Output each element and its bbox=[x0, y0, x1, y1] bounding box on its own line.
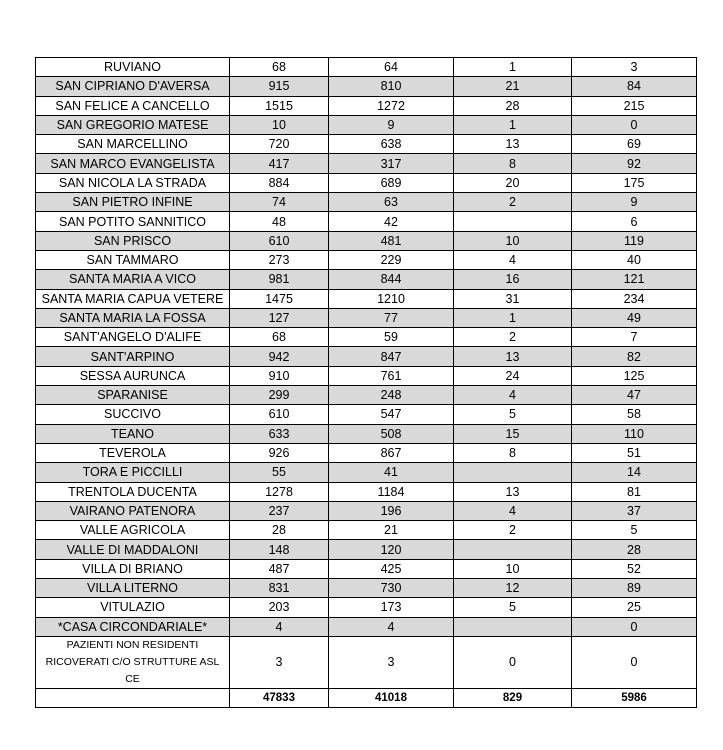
municipality-cell: SAN MARCELLINO bbox=[36, 135, 230, 154]
value-cell-2: 196 bbox=[329, 501, 454, 520]
value-cell-4: 5 bbox=[572, 521, 697, 540]
table-row bbox=[36, 443, 697, 462]
value-cell-2: 248 bbox=[329, 386, 454, 405]
value-cell-4: 49 bbox=[572, 308, 697, 327]
table-row bbox=[36, 328, 697, 347]
table-row bbox=[36, 501, 697, 520]
table-row bbox=[36, 386, 697, 405]
value-cell-3: 16 bbox=[454, 270, 572, 289]
value-cell-1: 3 bbox=[230, 636, 329, 688]
value-cell-1: 68 bbox=[230, 328, 329, 347]
value-cell-3: 13 bbox=[454, 135, 572, 154]
municipality-cell: RUVIANO bbox=[36, 58, 230, 77]
value-cell-3: 2 bbox=[454, 193, 572, 212]
value-cell-2: 867 bbox=[329, 443, 454, 462]
value-cell-4: 175 bbox=[572, 173, 697, 192]
municipality-cell: TEVEROLA bbox=[36, 443, 230, 462]
value-cell-1: 10 bbox=[230, 115, 329, 134]
value-cell-4: 0 bbox=[572, 636, 697, 688]
value-cell-3: 12 bbox=[454, 579, 572, 598]
value-cell-1: 884 bbox=[230, 173, 329, 192]
value-cell-4: 92 bbox=[572, 154, 697, 173]
table-row bbox=[36, 424, 697, 443]
table-row bbox=[36, 636, 697, 688]
value-cell-4: 84 bbox=[572, 77, 697, 96]
municipality-cell: TRENTOLA DUCENTA bbox=[36, 482, 230, 501]
table-row bbox=[36, 366, 697, 385]
value-cell-1: 910 bbox=[230, 366, 329, 385]
value-cell-1: 148 bbox=[230, 540, 329, 559]
value-cell-3: 5 bbox=[454, 598, 572, 617]
value-cell-1: 4 bbox=[230, 617, 329, 636]
value-cell-3: 1 bbox=[454, 308, 572, 327]
table-row bbox=[36, 96, 697, 115]
table-row bbox=[36, 173, 697, 192]
municipality-cell: VALLE AGRICOLA bbox=[36, 521, 230, 540]
municipality-cell: VILLA DI BRIANO bbox=[36, 559, 230, 578]
value-cell-1: 1278 bbox=[230, 482, 329, 501]
value-cell-2: 481 bbox=[329, 231, 454, 250]
value-cell-3 bbox=[454, 463, 572, 482]
value-cell-1: 55 bbox=[230, 463, 329, 482]
value-cell-3 bbox=[454, 617, 572, 636]
value-cell-2: 508 bbox=[329, 424, 454, 443]
municipality-cell: SANTA MARIA LA FOSSA bbox=[36, 308, 230, 327]
value-cell-1: 237 bbox=[230, 501, 329, 520]
municipality-cell: SANTA MARIA CAPUA VETERE bbox=[36, 289, 230, 308]
municipality-cell: SUCCIVO bbox=[36, 405, 230, 424]
value-cell-3: 2 bbox=[454, 328, 572, 347]
municipality-cell: SANT'ANGELO D'ALIFE bbox=[36, 328, 230, 347]
municipality-cell: VITULAZIO bbox=[36, 598, 230, 617]
table-row bbox=[36, 405, 697, 424]
table-row bbox=[36, 347, 697, 366]
value-cell-4: 215 bbox=[572, 96, 697, 115]
table-row bbox=[36, 250, 697, 269]
municipality-cell: SAN POTITO SANNITICO bbox=[36, 212, 230, 231]
table-row bbox=[36, 77, 697, 96]
value-cell-4: 58 bbox=[572, 405, 697, 424]
value-cell-4: 25 bbox=[572, 598, 697, 617]
value-cell-2: 730 bbox=[329, 579, 454, 598]
value-cell-2: 425 bbox=[329, 559, 454, 578]
totals-row bbox=[36, 688, 697, 707]
value-cell-1: 633 bbox=[230, 424, 329, 443]
value-cell-3: 4 bbox=[454, 250, 572, 269]
value-cell-2: 1272 bbox=[329, 96, 454, 115]
total-value-cell-4: 5986 bbox=[572, 688, 697, 707]
value-cell-3: 1 bbox=[454, 58, 572, 77]
value-cell-4: 40 bbox=[572, 250, 697, 269]
value-cell-2: 120 bbox=[329, 540, 454, 559]
value-cell-1: 1475 bbox=[230, 289, 329, 308]
value-cell-2: 64 bbox=[329, 58, 454, 77]
value-cell-4: 0 bbox=[572, 115, 697, 134]
municipality-cell: SAN PIETRO INFINE bbox=[36, 193, 230, 212]
value-cell-2: 1210 bbox=[329, 289, 454, 308]
table-row bbox=[36, 270, 697, 289]
value-cell-2: 317 bbox=[329, 154, 454, 173]
value-cell-2: 4 bbox=[329, 617, 454, 636]
municipality-cell: VALLE DI MADDALONI bbox=[36, 540, 230, 559]
value-cell-2: 844 bbox=[329, 270, 454, 289]
value-cell-3: 8 bbox=[454, 443, 572, 462]
data-table bbox=[35, 57, 697, 708]
municipality-cell: SAN CIPRIANO D'AVERSA bbox=[36, 77, 230, 96]
table-body bbox=[36, 58, 697, 708]
value-cell-4: 47 bbox=[572, 386, 697, 405]
table-row bbox=[36, 482, 697, 501]
table-row bbox=[36, 193, 697, 212]
municipality-cell: SAN FELICE A CANCELLO bbox=[36, 96, 230, 115]
value-cell-3: 13 bbox=[454, 347, 572, 366]
value-cell-1: 720 bbox=[230, 135, 329, 154]
value-cell-4: 89 bbox=[572, 579, 697, 598]
totals-label-cell bbox=[36, 688, 230, 707]
value-cell-3: 8 bbox=[454, 154, 572, 173]
value-cell-2: 21 bbox=[329, 521, 454, 540]
municipality-cell: SAN TAMMARO bbox=[36, 250, 230, 269]
municipality-cell: TEANO bbox=[36, 424, 230, 443]
value-cell-1: 915 bbox=[230, 77, 329, 96]
value-cell-1: 1515 bbox=[230, 96, 329, 115]
municipality-cell: SAN MARCO EVANGELISTA bbox=[36, 154, 230, 173]
value-cell-3: 4 bbox=[454, 386, 572, 405]
table-row bbox=[36, 289, 697, 308]
value-cell-4: 6 bbox=[572, 212, 697, 231]
value-cell-1: 610 bbox=[230, 405, 329, 424]
value-cell-3: 1 bbox=[454, 115, 572, 134]
value-cell-4: 119 bbox=[572, 231, 697, 250]
value-cell-2: 77 bbox=[329, 308, 454, 327]
value-cell-4: 7 bbox=[572, 328, 697, 347]
municipality-cell: *CASA CIRCONDARIALE* bbox=[36, 617, 230, 636]
value-cell-2: 59 bbox=[329, 328, 454, 347]
value-cell-1: 68 bbox=[230, 58, 329, 77]
municipality-cell: VAIRANO PATENORA bbox=[36, 501, 230, 520]
value-cell-3: 20 bbox=[454, 173, 572, 192]
value-cell-2: 847 bbox=[329, 347, 454, 366]
value-cell-4: 125 bbox=[572, 366, 697, 385]
value-cell-4: 69 bbox=[572, 135, 697, 154]
value-cell-4: 28 bbox=[572, 540, 697, 559]
total-value-cell-2: 41018 bbox=[329, 688, 454, 707]
value-cell-3: 5 bbox=[454, 405, 572, 424]
value-cell-2: 547 bbox=[329, 405, 454, 424]
table-row bbox=[36, 463, 697, 482]
value-cell-4: 121 bbox=[572, 270, 697, 289]
value-cell-4: 110 bbox=[572, 424, 697, 443]
value-cell-2: 63 bbox=[329, 193, 454, 212]
value-cell-4: 82 bbox=[572, 347, 697, 366]
value-cell-2: 761 bbox=[329, 366, 454, 385]
value-cell-4: 37 bbox=[572, 501, 697, 520]
value-cell-1: 203 bbox=[230, 598, 329, 617]
value-cell-3: 2 bbox=[454, 521, 572, 540]
value-cell-4: 3 bbox=[572, 58, 697, 77]
municipality-cell: SAN GREGORIO MATESE bbox=[36, 115, 230, 134]
value-cell-3: 0 bbox=[454, 636, 572, 688]
municipality-cell: VILLA LITERNO bbox=[36, 579, 230, 598]
table-row bbox=[36, 579, 697, 598]
table-row bbox=[36, 617, 697, 636]
municipality-cell: SAN PRISCO bbox=[36, 231, 230, 250]
table-row bbox=[36, 308, 697, 327]
value-cell-2: 1184 bbox=[329, 482, 454, 501]
value-cell-3: 10 bbox=[454, 559, 572, 578]
value-cell-4: 52 bbox=[572, 559, 697, 578]
municipality-cell: SPARANISE bbox=[36, 386, 230, 405]
value-cell-4: 51 bbox=[572, 443, 697, 462]
municipality-cell: TORA E PICCILLI bbox=[36, 463, 230, 482]
value-cell-4: 81 bbox=[572, 482, 697, 501]
value-cell-1: 28 bbox=[230, 521, 329, 540]
value-cell-1: 610 bbox=[230, 231, 329, 250]
municipality-cell: PAZIENTI NON RESIDENTI RICOVERATI C/O STRUTTURE ASL CE bbox=[36, 636, 230, 688]
total-value-cell-1: 47833 bbox=[230, 688, 329, 707]
value-cell-2: 41 bbox=[329, 463, 454, 482]
value-cell-1: 926 bbox=[230, 443, 329, 462]
value-cell-1: 981 bbox=[230, 270, 329, 289]
value-cell-2: 3 bbox=[329, 636, 454, 688]
value-cell-3: 4 bbox=[454, 501, 572, 520]
value-cell-2: 689 bbox=[329, 173, 454, 192]
municipality-cell: SANTA MARIA A VICO bbox=[36, 270, 230, 289]
value-cell-4: 9 bbox=[572, 193, 697, 212]
value-cell-3: 28 bbox=[454, 96, 572, 115]
value-cell-1: 48 bbox=[230, 212, 329, 231]
value-cell-1: 299 bbox=[230, 386, 329, 405]
municipality-cell: SESSA AURUNCA bbox=[36, 366, 230, 385]
value-cell-1: 942 bbox=[230, 347, 329, 366]
table-row bbox=[36, 115, 697, 134]
value-cell-3: 31 bbox=[454, 289, 572, 308]
table-row bbox=[36, 521, 697, 540]
value-cell-4: 14 bbox=[572, 463, 697, 482]
value-cell-3: 10 bbox=[454, 231, 572, 250]
table-row bbox=[36, 540, 697, 559]
value-cell-2: 42 bbox=[329, 212, 454, 231]
table-row bbox=[36, 154, 697, 173]
value-cell-1: 831 bbox=[230, 579, 329, 598]
value-cell-3 bbox=[454, 212, 572, 231]
value-cell-3: 24 bbox=[454, 366, 572, 385]
table-row bbox=[36, 559, 697, 578]
value-cell-1: 417 bbox=[230, 154, 329, 173]
municipality-cell: SAN NICOLA LA STRADA bbox=[36, 173, 230, 192]
value-cell-2: 638 bbox=[329, 135, 454, 154]
value-cell-2: 229 bbox=[329, 250, 454, 269]
table-row bbox=[36, 212, 697, 231]
value-cell-2: 9 bbox=[329, 115, 454, 134]
table-row bbox=[36, 598, 697, 617]
table-row bbox=[36, 58, 697, 77]
municipality-cell: SANT'ARPINO bbox=[36, 347, 230, 366]
value-cell-1: 487 bbox=[230, 559, 329, 578]
value-cell-2: 810 bbox=[329, 77, 454, 96]
total-value-cell-3: 829 bbox=[454, 688, 572, 707]
table-row bbox=[36, 231, 697, 250]
spreadsheet-table-container bbox=[35, 57, 697, 708]
table-row bbox=[36, 135, 697, 154]
value-cell-3: 15 bbox=[454, 424, 572, 443]
value-cell-2: 173 bbox=[329, 598, 454, 617]
value-cell-4: 0 bbox=[572, 617, 697, 636]
value-cell-3 bbox=[454, 540, 572, 559]
value-cell-1: 273 bbox=[230, 250, 329, 269]
value-cell-1: 127 bbox=[230, 308, 329, 327]
value-cell-3: 21 bbox=[454, 77, 572, 96]
value-cell-4: 234 bbox=[572, 289, 697, 308]
value-cell-1: 74 bbox=[230, 193, 329, 212]
value-cell-3: 13 bbox=[454, 482, 572, 501]
